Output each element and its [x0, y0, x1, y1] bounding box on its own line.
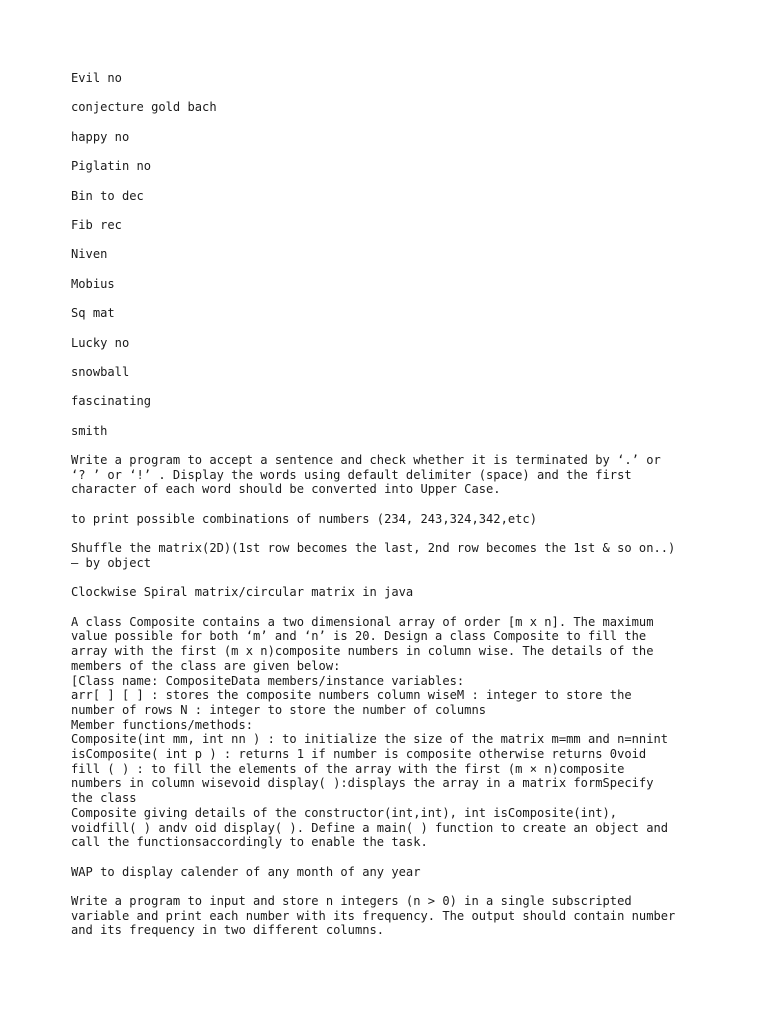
text-line: fill ( ) : to fill the elements of the array with the first (m × n)composite [71, 761, 625, 776]
frequency-task-paragraph [71, 894, 711, 938]
item-bin-to-dec: Bin to dec [71, 188, 144, 203]
text-line: — by object [71, 555, 152, 570]
text-line: voidfill( ) andv oid display( ). Define a main( ) function to create an object and [71, 820, 669, 835]
item-piglatin-no: Piglatin no [71, 159, 152, 174]
item-evil-no: Evil no [71, 71, 122, 85]
item-lucky-no: Lucky no [71, 335, 130, 350]
text-line: Member functions/methods: [71, 717, 254, 732]
item-happy-no: happy no [71, 129, 130, 144]
document-page [71, 71, 711, 953]
text-line: the class [71, 791, 137, 806]
text-line: call the functionsaccordingly to enable the task. [71, 835, 428, 850]
text-line: A class Composite contains a two dimensional array of order [m x n]. The maximum [71, 614, 654, 629]
item-mobius: Mobius [71, 276, 115, 291]
combinations-task-paragraph: to print possible combinations of numbers (234, 243,324,342,etc) [71, 511, 537, 526]
text-line: Composite giving details of the constructor(int,int), int isComposite(int), [71, 805, 618, 820]
item-snowball: snowball [71, 364, 130, 379]
text-line: numbers in column wisevoid display( ):displays the array in a matrix formSpecify [71, 776, 654, 791]
text-line: number of rows N : integer to store the number of columns [71, 702, 487, 717]
text-line: and its frequency in two different columns. [71, 923, 385, 938]
text-line: character of each word should be converted into Upper Case. [71, 482, 501, 497]
text-line: members of the class are given below: [71, 658, 341, 673]
calendar-task-paragraph: WAP to display calender of any month of any year [71, 864, 421, 879]
text-line: Write a program to input and store n integers (n > 0) in a single subscripted [71, 894, 632, 909]
text-line: value possible for both ‘m’ and ‘n’ is 20. Design a class Composite to fill the [71, 629, 647, 644]
text-line: [Class name: CompositeData members/instance variables: [71, 673, 465, 688]
spiral-task-paragraph: Clockwise Spiral matrix/circular matrix in java [71, 585, 414, 600]
text-line: array with the first (m x n)composite numbers in column wise. The details of the [71, 644, 654, 659]
item-niven: Niven [71, 247, 108, 262]
item-sq-mat: Sq mat [71, 306, 115, 321]
text-line: variable and print each number with its frequency. The output should contain number [71, 908, 676, 923]
text-line: Shuffle the matrix(2D)(1st row becomes the last, 2nd row becomes the 1st & so on..) [71, 541, 676, 556]
composite-task-paragraph [71, 615, 711, 850]
item-fascinating: fascinating [71, 394, 152, 409]
item-goldbach-conjecture: conjecture gold bach [71, 100, 217, 115]
text-line: isComposite( int p ) : returns 1 if number is composite otherwise returns 0void [71, 747, 647, 762]
text-line: Write a program to accept a sentence and check whether it is terminated by ‘.’ or [71, 453, 661, 468]
sentence-task-paragraph [71, 453, 711, 497]
item-smith: smith [71, 423, 108, 438]
text-line: arr[ ] [ ] : stores the composite numbers column wiseM : integer to store the [71, 688, 632, 703]
text-line: ‘? ’ or ‘!’ . Display the words using default delimiter (space) and the first [71, 467, 632, 482]
text-line: Composite(int mm, int nn ) : to initialize the size of the matrix m=mm and n=nnint [71, 732, 669, 747]
shuffle-task-paragraph [71, 541, 711, 570]
item-fib-rec: Fib rec [71, 217, 122, 232]
